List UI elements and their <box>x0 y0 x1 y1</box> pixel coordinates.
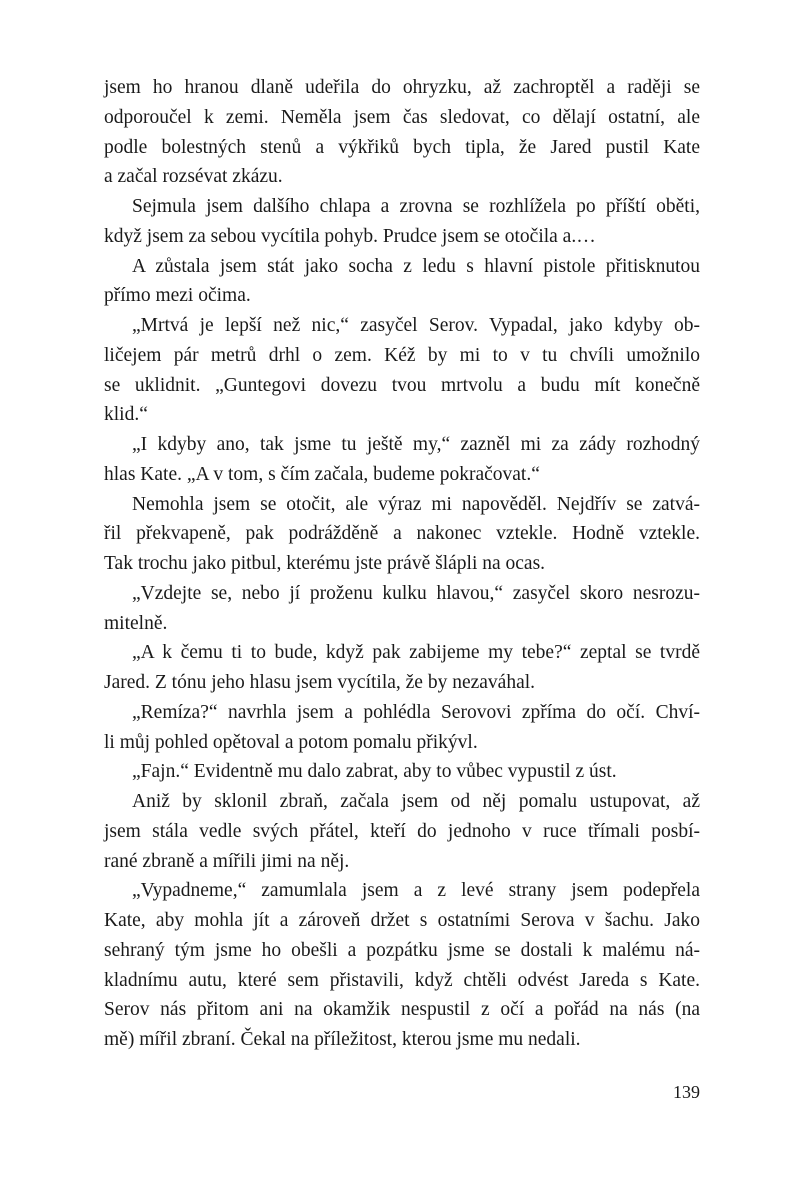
text-line: sehraný tým jsme ho obešli a pozpátku jsme se dostali k malému ná- <box>104 939 700 961</box>
paragraph <box>104 638 700 698</box>
text-line: klid.“ <box>104 404 148 426</box>
text-line: když jsem za sebou vycítila pohyb. Prudce jsem se otočila a.… <box>104 225 596 247</box>
text-line: Serov nás přitom ani na okamžik nespustil z očí a pořád na nás (na <box>104 999 700 1021</box>
text-line: li můj pohled opětoval a potom pomalu přikývl. <box>104 731 478 753</box>
text-line: „Mrtvá je lepší než nic,“ zasyčel Serov. Vypadal, jako kdyby ob- <box>132 315 700 336</box>
text-line: mitelně. <box>104 612 168 634</box>
text-line: mě) mířil zbraní. Čekal na příležitost, kterou jsme mu nedali. <box>104 1029 581 1050</box>
paragraph <box>104 430 700 490</box>
text-line: „Vypadneme,“ zamumlala jsem a z levé strany jsem podepřela <box>132 880 700 902</box>
paragraph <box>104 698 700 758</box>
paragraph <box>104 579 700 639</box>
text-line: přímo mezi očima. <box>104 285 251 307</box>
paragraph <box>104 876 700 1055</box>
paragraph <box>104 252 700 312</box>
paragraph <box>104 73 700 192</box>
text-line: podle bolestných stenů a výkřiků bych tipla, že Jared pustil Kate <box>104 136 700 158</box>
paragraph <box>104 311 700 430</box>
text-line: „Fajn.“ Evidentně mu dalo zabrat, aby to vůbec vypustil z úst. <box>132 761 617 783</box>
text-line: rané zbraně a mířili jimi na něj. <box>104 850 350 872</box>
text-line: „A k čemu ti to bude, když pak zabijeme my tebe?“ zeptal se tvrdě <box>132 642 700 664</box>
paragraph <box>104 490 700 579</box>
text-line: A zůstala jsem stát jako socha z ledu s hlavní pistole přitisknutou <box>132 255 700 277</box>
text-line: „Remíza?“ navrhla jsem a pohlédla Serovovi zpříma do očí. Chví- <box>132 701 700 723</box>
text-line: odporoučel k zemi. Neměla jsem čas sledovat, co dělají ostatní, ale <box>104 106 700 128</box>
paragraph <box>104 192 700 252</box>
text-line: řil překvapeně, pak podrážděně a nakonec vztekle. Hodně vztekle. <box>104 523 700 545</box>
text-line: Nemohla jsem se otočit, ale výraz mi napověděl. Nejdřív se zatvá- <box>132 493 700 515</box>
page-number: 139 <box>673 1082 700 1102</box>
text-line: Kate, aby mohla jít a zároveň držet s ostatními Serova v šachu. Jako <box>104 910 700 931</box>
paragraph <box>104 757 700 787</box>
text-line: „I kdyby ano, tak jsme tu ještě my,“ zazněl mi za zády rozhodný <box>132 434 700 455</box>
text-line: ličejem pár metrů drhl o zem. Kéž by mi to v tu chvíli umožnilo <box>104 344 700 366</box>
text-line: jsem stála vedle svých přátel, kteří do jednoho v ruce třímali posbí- <box>104 820 700 842</box>
text-line: Jared. Z tónu jeho hlasu jsem vycítila, že by nezaváhal. <box>104 672 536 693</box>
text-line: „Vzdejte se, nebo jí proženu kulku hlavou,“ zasyčel skoro nesrozu- <box>132 582 700 604</box>
paragraph <box>104 787 700 876</box>
book-page-text <box>104 73 700 1055</box>
text-line: kladnímu autu, které sem přistavili, když chtěli odvést Jareda s Kate. <box>104 969 700 991</box>
text-line: Tak trochu jako pitbul, kterému jste právě šlápli na ocas. <box>104 553 546 574</box>
text-line: Sejmula jsem dalšího chlapa a zrovna se rozhlížela po příští oběti, <box>132 196 700 217</box>
text-line: hlas Kate. „A v tom, s čím začala, budeme pokračovat.“ <box>104 463 540 485</box>
text-line: Aniž by sklonil zbraň, začala jsem od něj pomalu ustupovat, až <box>132 791 700 812</box>
text-line: jsem ho hranou dlaně udeřila do ohryzku, až zachroptěl a raději se <box>104 77 700 98</box>
text-line: se uklidnit. „Guntegovi dovezu tvou mrtvolu a budu mít konečně <box>104 374 700 396</box>
text-line: a začal rozsévat zkázu. <box>104 166 283 188</box>
